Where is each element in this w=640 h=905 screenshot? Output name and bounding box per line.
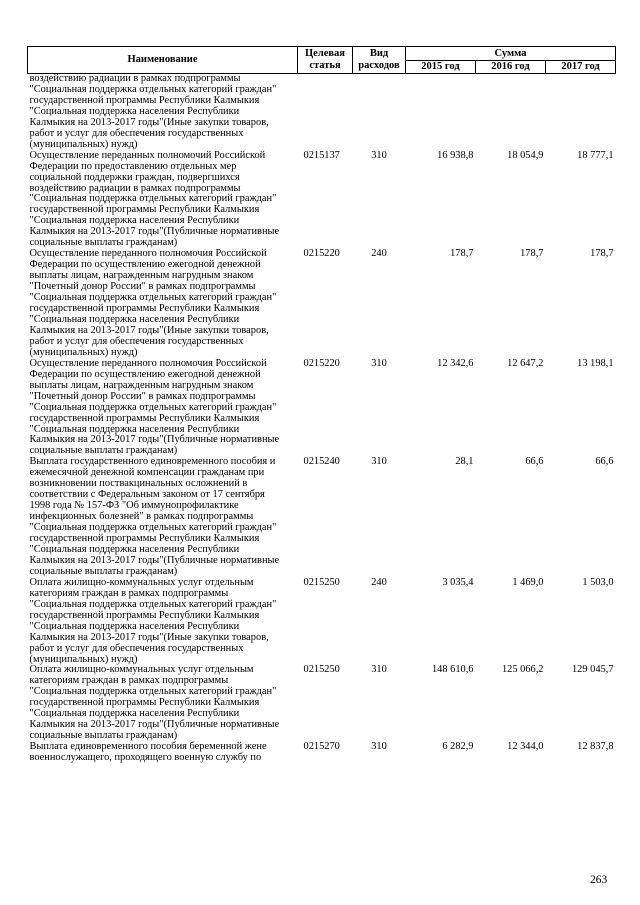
row-sum-2015: 16 938,8 [437,149,474,161]
table-row [28,578,616,666]
row-sum-2017: 18 777,1 [577,149,614,161]
row-sum-2017: 1 503,0 [582,576,614,588]
row-name-line: социальные выплаты гражданам) [29,730,178,742]
row-name-line: Калмыкия на 2013-2017 годы"(Публичные нормативные [29,434,280,446]
header-target-line: Целевая [305,48,345,59]
row-name-line: "Социальная поддержка отдельных категорий граждан" [29,401,277,413]
row-target-code [298,74,353,151]
header-name: Наименование [28,47,298,74]
row-name-line: государственной программы Республики Калмыкия [29,609,260,621]
table-row [28,74,616,151]
row-name-line: Калмыкия на 2013-2017 годы"(Публичные нормативные [29,226,280,238]
row-name [28,457,298,577]
row-name-line: государственной программы Республики Калмыкия [29,533,260,545]
row-name-line: Калмыкия на 2013-2017 годы"(Публичные нормативные [29,719,280,731]
row-sum-2017 [546,74,616,151]
table-row [28,742,616,764]
header-kind-line: расходов [358,60,400,71]
row-name-line: Выплата единовременного пособия беременной жене [29,741,267,753]
row-name-line: государственной программы Республики Калмыкия [29,697,260,709]
row-name-line: воздействию радиации в рамках подпрограммы [29,182,241,194]
table-row [28,665,616,742]
row-sum-2016: 18 054,9 [507,149,544,161]
row-name-line: Осуществление переданного полномочия Российской [29,357,267,369]
row-name-line: воздействию радиации в рамках подпрограммы [29,73,241,84]
row-sum-2015: 148 610,6 [431,664,474,676]
header-year-2017: 2017 год [546,61,616,74]
row-name [28,359,298,458]
table-body [28,74,616,765]
row-name-line: Выплата государственного единовременного пособия и [29,456,276,468]
row-name-line: государственной программы Республики Калмыкия [29,303,260,315]
row-name-line: Осуществление переданного полномочия Российской [29,248,267,260]
row-name-line: Федерации по осуществлению ежегодной денежной [29,259,261,271]
row-name-line: выплаты лицам, награжденным нагрудным знаком [29,379,254,391]
row-name-line: (муниципальных) нужд) [29,346,138,358]
header-year-2015: 2015 год [406,61,476,74]
row-name-line: военнослужащего, проходящего военную службу по [29,752,262,764]
row-sum-2015: 6 282,9 [442,741,474,753]
row-target-code: 0215220 [303,357,340,369]
table-header [28,47,616,74]
row-name-line: "Социальная поддержка отдельных категорий граждан" [29,292,277,304]
row-expense-kind: 240 [371,248,387,260]
row-sum-2017: 66,6 [595,456,614,468]
row-name [28,578,298,666]
row-name-line: (муниципальных) нужд) [29,653,138,665]
row-name-line: ежемесячной денежной компенсации гражданам при [29,467,265,479]
row-name-line: Оплата жилищно-коммунальных услуг отдельным [29,664,254,676]
row-name-line: Осуществление переданных полномочий Российской [29,149,266,161]
row-target-code: 0215137 [303,149,340,161]
header-kind [353,47,406,74]
row-name-line: Калмыкия на 2013-2017 годы"(Иные закупки товаров, [29,631,269,643]
row-sum-2016: 12 647,2 [507,357,544,369]
row-sum-2017: 12 837,8 [577,741,614,753]
row-name-line: Калмыкия на 2013-2017 годы"(Иные закупки товаров, [29,116,269,128]
header-kind-line: Вид [369,48,389,59]
row-name-line: категориям граждан в рамках подпрограммы [29,587,229,599]
row-sum-2016: 66,6 [525,456,544,468]
row-sum-2016: 12 344,0 [507,741,544,753]
header-year-2016: 2016 год [476,61,546,74]
row-name-line: Оплата жилищно-коммунальных услуг отдельным [29,576,254,588]
row-expense-kind: 310 [371,357,387,369]
header-sum: Сумма [406,47,616,61]
row-sum-2017: 129 045,7 [571,664,614,676]
row-sum-2015: 28,1 [455,456,474,468]
row-name-line: "Социальная поддержка населения Республики [29,708,240,720]
row-target-code: 0215250 [303,664,340,676]
row-name-line: государственной программы Республики Калмыкия [29,204,260,216]
row-name-line: работ и услуг для обеспечения государственных [29,335,244,347]
row-name-line: Федерации по предоставлению отдельных мер [29,160,237,172]
row-name-line: "Социальная поддержка отдельных категорий граждан" [29,522,277,534]
row-expense-kind: 310 [371,456,387,468]
row-name [28,151,298,250]
row-name-line: 1998 года № 157-ФЗ "Об иммунопрофилактике [29,500,239,512]
row-sum-2016: 1 469,0 [512,576,544,588]
row-name-line: соответствии с Федеральным законом от 17 сентября [29,489,265,501]
row-name-line: "Социальная поддержка населения Республики [29,313,240,325]
row-sum-2015: 12 342,6 [437,357,474,369]
row-sum-2017: 178,7 [590,248,614,260]
row-expense-kind: 240 [371,576,387,588]
row-name-line: "Социальная поддержка отдельных категорий граждан" [29,686,277,698]
row-name-line: "Социальная поддержка населения Республики [29,215,240,227]
row-target-code: 0215270 [303,741,340,753]
row-sum-2016: 125 066,2 [501,664,544,676]
row-name [28,249,298,359]
row-name-line: работ и услуг для обеспечения государственных [29,127,244,139]
row-name-line: "Социальная поддержка отдельных категорий граждан" [29,193,277,205]
row-expense-kind: 310 [371,664,387,676]
row-name-line: социальной поддержки граждан, подвергшихся [29,171,240,183]
row-name-line: "Социальная поддержка отдельных категорий граждан" [29,598,277,610]
row-expense-kind: 310 [371,149,387,161]
table-row [28,359,616,458]
row-name-line: Калмыкия на 2013-2017 годы"(Публичные нормативные [29,554,280,566]
table-row [28,151,616,250]
row-name-line: работ и услуг для обеспечения государственных [29,642,244,654]
row-name-line: социальные выплаты гражданам) [29,565,178,577]
row-name-line: социальные выплаты гражданам) [29,445,178,457]
row-name-line: "Социальная поддержка отдельных категорий граждан" [29,83,277,95]
row-sum-2016 [476,74,546,151]
row-name-line: "Социальная поддержка населения Республики [29,423,240,435]
row-name-line: "Почетный донор России" в рамках подпрограммы [29,281,256,293]
header-target-line: статья [309,60,341,71]
page-number: 263 [590,874,608,886]
row-name [28,665,298,742]
row-sum-2017: 13 198,1 [577,357,614,369]
row-name-line: выплаты лицам, награжденным нагрудным знаком [29,270,254,282]
row-name [28,742,298,764]
row-name-line: Федерации по осуществлению ежегодной денежной [29,368,261,380]
row-name-line: "Почетный донор России" в рамках подпрограммы [29,390,256,402]
row-sum-2015 [406,74,476,151]
row-name [28,74,298,151]
row-sum-2016: 178,7 [520,248,544,260]
row-target-code: 0215240 [303,456,340,468]
row-name-line: "Социальная поддержка населения Республики [29,105,240,117]
row-name-line: (муниципальных) нужд) [29,138,138,150]
row-target-code: 0215250 [303,576,340,588]
row-name-line: возникновении поствакцинальных осложнений в [29,478,248,490]
table-row [28,457,616,577]
row-name-line: социальные выплаты гражданам) [29,237,178,249]
row-name-line: категориям граждан в рамках подпрограммы [29,675,229,687]
row-name-line: Калмыкия на 2013-2017 годы"(Иные закупки товаров, [29,324,269,336]
row-target-code: 0215220 [303,248,340,260]
header-target [298,47,353,74]
row-sum-2015: 178,7 [450,248,474,260]
row-name-line: инфекционных болезней" в рамках подпрограммы [29,511,254,523]
row-expense-kind: 310 [371,741,387,753]
row-name-line: "Социальная поддержка населения Республики [29,620,240,632]
table-row [28,249,616,359]
row-expense-kind [353,74,406,151]
row-name-line: государственной программы Республики Калмыкия [29,94,260,106]
row-sum-2015: 3 035,4 [442,576,474,588]
row-name-line: государственной программы Республики Калмыкия [29,412,260,424]
budget-table [27,46,616,764]
row-name-line: "Социальная поддержка населения Республики [29,543,240,555]
